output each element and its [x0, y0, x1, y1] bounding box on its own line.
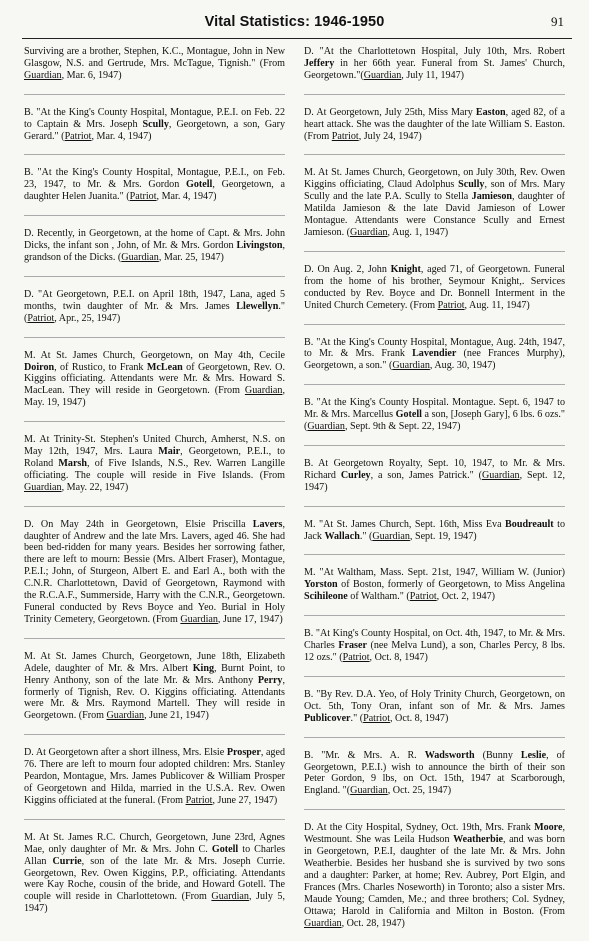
entry-separator: [304, 554, 565, 555]
entry-separator: [24, 734, 285, 735]
entry-separator: [24, 276, 285, 277]
vital-record-entry: D. At the City Hospital, Sydney, Oct. 19th, Mrs. Frank Moore, Westmount. She was Leila Hudson Weatherbie, and was born in Georgetown, P.E.I, daughter of the late Mr. & Mrs. John Weatherbie. Besides her husband she is survived by two sons and a daughter: Parker, at home; Rev. Aubrey, Port Elgin, and Frances (Mrs. Charles Noseworth) in Toronto; also a sister Mrs. Maude Young; Camden, Me.; and three brothers; Col. Sydney, Ottawa; Harold in California and Milton in Boston. (From Guardian, Oct. 28, 1947): [304, 822, 565, 929]
vital-record-entry: B. At Georgetown Royalty, Sept. 10, 1947, to Mr. & Mrs. Richard Curley, a son, James Patrick." (Guardian, Sept. 12, 1947): [304, 457, 566, 493]
entry-separator: [24, 94, 285, 95]
header-rule: [22, 38, 572, 39]
page-number: 91: [551, 14, 564, 29]
vital-record-entry: M. At St. James Church, Georgetown, on May 4th, Cecile Doiron, of Rustico, to Frank McLean of Georgetown, Rev. O. Kiggins officiating. Attendants were Mr. & Mrs. Howard S. MacLean. They will reside in Georgetown. (From Guardian, May. 19, 1947): [24, 349, 285, 409]
entry-separator: [24, 337, 285, 338]
page-title: Vital Statistics: 1946-1950: [204, 14, 385, 30]
vital-record-entry: D. "At Georgetown, P.E.I. on April 18th, 1947, Lana, aged 5 months, twin daughter of Mr. & Mrs. James Llewellyn." (Patriot, Apr., 25, 1947): [24, 288, 285, 324]
right-column: [304, 46, 565, 941]
entry-separator: [304, 676, 565, 677]
vital-record-entry: D. On Aug. 2, John Knight, aged 71, of Georgetown. Funeral from the home of his brother, Seymour Knight,. Services conducted by Rev. Boyce and Dr. Bonnell Interment in the United Church Cemetery. (From Patriot, Aug. 11, 1947): [304, 263, 565, 311]
vital-record-entry: D. At Georgetown after a short illness, Mrs. Elsie Prosper, aged 76. There are left to mourn four adopted children: Mrs. Stanley Peardon, Montague, Mrs. James Publicover & William Prosper of Georgetown and Hilda, married in the U.S.A. Rev. Owen Kiggins officiated at the funeral. (From Patriot, June 27, 1947): [24, 747, 285, 806]
entry-separator: [304, 384, 565, 385]
vital-record-entry: D. "At the Charlottetown Hospital, July 10th, Mrs. Robert Jeffery in her 66th year. Funeral from St. James' Church, Georgetown."(Guardian, July 11, 1947): [304, 46, 565, 81]
vital-record-entry: M. At Trinity-St. Stephen's United Church, Amherst, N.S. on May 12th, 1947, Mrs. Laura Mair, Georgetown, P.E.I., to Roland Marsh, of Five Islands, N.S., Rev. Warren Langille officiating. The couple will reside in Five Islands. (From Guardian, May. 22, 1947): [24, 434, 285, 493]
entry-separator: [24, 638, 285, 639]
vital-record-entry: B. "At King's County Hospital, on Oct. 4th, 1947, to Mr. & Mrs. Charles Fraser (nee Melva Lund), a son, Charles Percy, 8 lbs. 12 ozs." (Patriot, Oct. 8, 1947): [304, 628, 565, 663]
vital-record-entry: Surviving are a brother, Stephen, K.C., Montague, John in New Glasgow, N.S. and Gertrude, Mrs. McTague, Tignish." (From Guardian, Mar. 6, 1947): [24, 46, 285, 81]
entry-separator: [24, 506, 285, 507]
entry-separator: [24, 154, 285, 155]
entry-separator: [304, 737, 565, 738]
entry-separator: [304, 506, 565, 507]
entry-separator: [304, 154, 565, 155]
vital-record-entry: M. "At Waltham, Mass. Sept. 21st, 1947, William W. (Junior) Yorston of Boston, formerly of Georgetown, to Miss Angelina Scihileone of Waltham." (Patriot, Oct. 2, 1947): [304, 567, 565, 603]
vital-record-entry: D. At Georgetown, July 25th, Miss Mary Easton, aged 82, of a heart attack. She was the daughter of the late William S. Easton. (From Patriot, July 24, 1947): [304, 106, 565, 142]
entry-separator: [24, 819, 285, 820]
entry-separator: [304, 94, 565, 95]
vital-record-entry: B. "At the King's County Hospital, Montague, P.E.I., on Feb. 23, 1947, to Mr. & Mrs. Gordon Gotell, Georgetown, a daughter Helen Juanita." (Patriot, Mar. 4, 1947): [24, 167, 285, 203]
vital-record-entry: M. "At St. James Church, Sept. 16th, Miss Eva Boudreault to Jack Wallach." (Guardian, Sept. 19, 1947): [304, 518, 565, 542]
vital-record-entry: M. At St. James R.C. Church, Georgetown, June 23rd, Agnes Mae, only daughter of Mr. & Mrs. John C. Gotell to Charles Allan Currie, son of the late Mr. & Mrs. Joseph Currie. Georgetown, Rev. Owen Kiggins, P.P., officiating. Attendants were Kay Roche, cousin of the bride, and Howard Gotell. The couple will reside in Charlottetown. (From Guardian, July 5, 1947): [24, 831, 286, 915]
vital-record-entry: M. At St. James Church, Georgetown, June 18th, Elizabeth Adele, daughter of Mr. & Mrs. Albert King, Burnt Point, to Henry Anthony, son of the late Mr. & Mrs. Anthony Perry, formerly of Tignish, Rev. O. Kiggins officiating. Attendants were Mr. & Mrs. Raymond Martell. They will reside in Georgetown. (From Guardian, June 21, 1947): [24, 650, 286, 722]
left-column: [24, 46, 285, 927]
entry-separator: [304, 251, 565, 252]
entry-separator: [304, 615, 565, 616]
vital-record-entry: B. "At the King's County Hospital. Montague. Sept. 6, 1947 to Mr. & Mrs. Marcellus Gotell a son, [Joseph Gary], 6 lbs. 6 ozs." (Guardian, Sept. 9th & Sept. 22, 1947): [304, 397, 565, 433]
entry-separator: [304, 324, 565, 325]
entry-separator: [304, 809, 565, 810]
entry-separator: [24, 215, 285, 216]
entry-separator: [24, 421, 285, 422]
vital-record-entry: D. Recently, in Georgetown, at the home of Capt. & Mrs. John Dicks, the infant son , John, of Mr. & Mrs. Gordon Livingston, grandson of the Dicks. (Guardian, Mar. 25, 1947): [24, 228, 285, 263]
vital-record-entry: B. "At the King's County Hospital, Montague, P.E.I. on Feb. 22 to Captain & Mrs. Joseph Scully, Georgetown, a son, Gary Gerard." (Patriot, Mar. 4, 1947): [24, 106, 285, 142]
vital-record-entry: B. "At the King's County Hospital, Montague, Aug. 24th, 1947, to Mr. & Mrs. Frank Lavendier (nee Frances Murphy), Georgetown, a son." (Guardian, Aug. 30, 1947): [304, 336, 565, 372]
vital-record-entry: B. "By Rev. D.A. Yeo, of Holy Trinity Church, Georgetown, on Oct. 5th, Tony Oran, infant son of Mr. & Mrs. James Publicover." (Patriot, Oct. 8, 1947): [304, 688, 565, 724]
vital-record-entry: M. At St. James Church, Georgetown, on July 30th, Rev. Owen Kiggins officiating, Claud Adolphus Scully, son of Mrs. Mary Scully and the late P.A. Scully to Stella Jamieson, daughter of Matilda Jamieson & the late David Jamieson of Lower Montague. Attendants were Constance Scully and Ernest Jamieson. (Guardian, Aug. 1, 1947): [304, 167, 565, 238]
entry-separator: [304, 445, 565, 446]
page-header: [0, 14, 589, 38]
vital-record-entry: B. "Mr. & Mrs. A. R. Wadsworth (Bunny Leslie, of Georgetown, P.E.I.) wish to announce the birth of their son Peter Gordon, 9 lbs, on Oct. 15th, 1947 at Scarborough, England. "(Guardian, Oct. 25, 1947): [304, 749, 565, 797]
vital-record-entry: D. On May 24th in Georgetown, Elsie Priscilla Lavers, daughter of Andrew and the late Mrs. Lavers, aged 46. She had been bed-ridden for many years. Besides her sorrowing father, there are left to mourn: Bessie (Mrs. Albert Fraser), Montague, P.E.I.; John, of Sturgeon, Albert E. and Earl A., both with the C.N.R. Charlottetown, David of Georgetown, Raymond with the R.C.A.F., Summerside, Harry with the C.N.R., Georgetown. Funeral conducted by Revs Boyce and Yeo. Burial in Holy Trinity Cemetery, Georgetown. (From Guardian, June 17, 1947): [24, 518, 285, 625]
